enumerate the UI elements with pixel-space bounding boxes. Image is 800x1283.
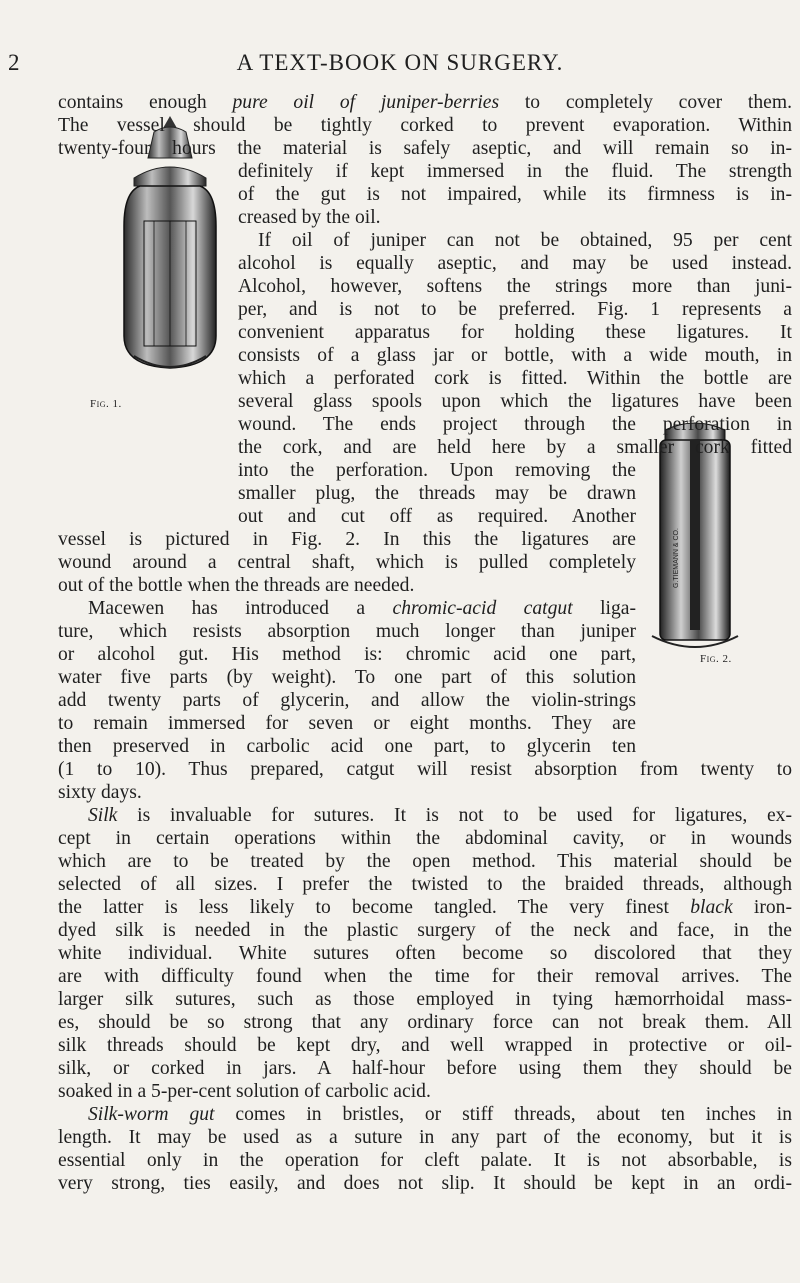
text-line: which are to be treated by the open method. This material should be bbox=[58, 851, 792, 872]
text-line: creased by the oil. bbox=[238, 207, 381, 228]
text-line: silk threads should be kept dry, and well wrapped in protective or oil- bbox=[58, 1035, 792, 1056]
text-line: convenient apparatus for holding these ligatures. It bbox=[238, 322, 792, 343]
text-line: selected of all sizes. I prefer the twisted to the braided threads, although bbox=[58, 874, 792, 895]
text-line: of the gut is not impaired, while its firmness is in- bbox=[238, 184, 792, 205]
text-line: smaller plug, the threads may be drawn bbox=[238, 483, 636, 504]
text-line: The vessel should be tightly corked to prevent evaporation. Within bbox=[58, 115, 792, 136]
page-header bbox=[0, 50, 800, 80]
running-title: A TEXT-BOOK ON SURGERY. bbox=[236, 50, 564, 75]
text-line: Silk-worm gut comes in bristles, or stiff threads, about ten inches in bbox=[88, 1104, 792, 1125]
text-line: Silk is invaluable for sutures. It is not to be used for ligatures, ex- bbox=[88, 805, 792, 826]
text-line: Alcohol, however, softens the strings more than juni- bbox=[238, 276, 792, 297]
text-line: water five parts (by weight). To one part of this solution bbox=[58, 667, 636, 688]
text-line: are with difficulty found when the time for their removal arrives. The bbox=[58, 966, 792, 987]
text-line: wound around a central shaft, which is pulled completely bbox=[58, 552, 636, 573]
text-line: dyed silk is needed in the plastic surgery of the neck and face, in the bbox=[58, 920, 792, 941]
text-line: If oil of juniper can not be obtained, 95 per cent bbox=[258, 230, 792, 251]
text-line: very strong, ties easily, and does not slip. It should be kept in an ordi- bbox=[58, 1173, 792, 1194]
text-line: wound. The ends project through the perforation in bbox=[238, 414, 792, 435]
text-line: silk, or corked in jars. A half-hour before using them they should be bbox=[58, 1058, 792, 1079]
text-line: Macewen has introduced a chromic-acid catgut liga- bbox=[88, 598, 636, 619]
text-line: larger silk sutures, such as those employed in tying hæmorrhoidal mass- bbox=[58, 989, 792, 1010]
text-line: white individual. White sutures often become so discolored that they bbox=[58, 943, 792, 964]
text-line: cept in certain operations within the abdominal cavity, or in wounds bbox=[58, 828, 792, 849]
text-line: (1 to 10). Thus prepared, catgut will resist absorption from twenty to bbox=[58, 759, 792, 780]
text-line: into the perforation. Upon removing the bbox=[238, 460, 636, 481]
figure-1-label: Fig. 1. bbox=[90, 398, 122, 410]
text-line: or alcohol gut. His method is: chromic acid one part, bbox=[58, 644, 636, 665]
text-line: sixty days. bbox=[58, 782, 142, 803]
text-line: alcohol is equally aseptic, and may be used instead. bbox=[238, 253, 792, 274]
text-line: out and cut off as required. Another bbox=[238, 506, 636, 527]
text-line: ture, which resists absorption much longer than juniper bbox=[58, 621, 636, 642]
text-line: essential only in the operation for cleft palate. It is not absorbable, is bbox=[58, 1150, 792, 1171]
text-line: vessel is pictured in Fig. 2. In this the ligatures are bbox=[58, 529, 636, 550]
text-line: contains enough pure oil of juniper-berries to completely cover them. bbox=[58, 92, 792, 113]
text-line: then preserved in carbolic acid one part, to glycerin ten bbox=[58, 736, 636, 757]
text-line: add twenty parts of glycerin, and allow the violin-strings bbox=[58, 690, 636, 711]
text-line: per, and is not to be preferred. Fig. 1 represents a bbox=[238, 299, 792, 320]
text-line: es, should be so strong that any ordinary force can not break them. All bbox=[58, 1012, 792, 1033]
text-line: the cork, and are held here by a smaller cork fitted bbox=[238, 437, 792, 458]
page-number: 2 bbox=[8, 50, 21, 75]
text-line: consists of a glass jar or bottle, with a wide mouth, in bbox=[238, 345, 792, 366]
text-line: to remain immersed for seven or eight months. They are bbox=[58, 713, 636, 734]
text-line: out of the bottle when the threads are needed. bbox=[58, 575, 415, 596]
text-line: twenty-four hours the material is safely aseptic, and will remain so in- bbox=[58, 138, 792, 159]
text-line: which a perforated cork is fitted. Within the bottle are bbox=[238, 368, 792, 389]
figure-2-label: Fig. 2. bbox=[700, 653, 732, 665]
text-line: the latter is less likely to become tangled. The very finest black iron- bbox=[58, 897, 792, 918]
text-line: definitely if kept immersed in the fluid. The strength bbox=[238, 161, 792, 182]
bottle-maker-label: G.TIEMANN & CO. bbox=[673, 528, 680, 588]
text-line: several glass spools upon which the ligatures have been bbox=[238, 391, 792, 412]
text-line: length. It may be used as a suture in any part of the economy, but it is bbox=[58, 1127, 792, 1148]
text-line: soaked in a 5-per-cent solution of carbolic acid. bbox=[58, 1081, 431, 1102]
